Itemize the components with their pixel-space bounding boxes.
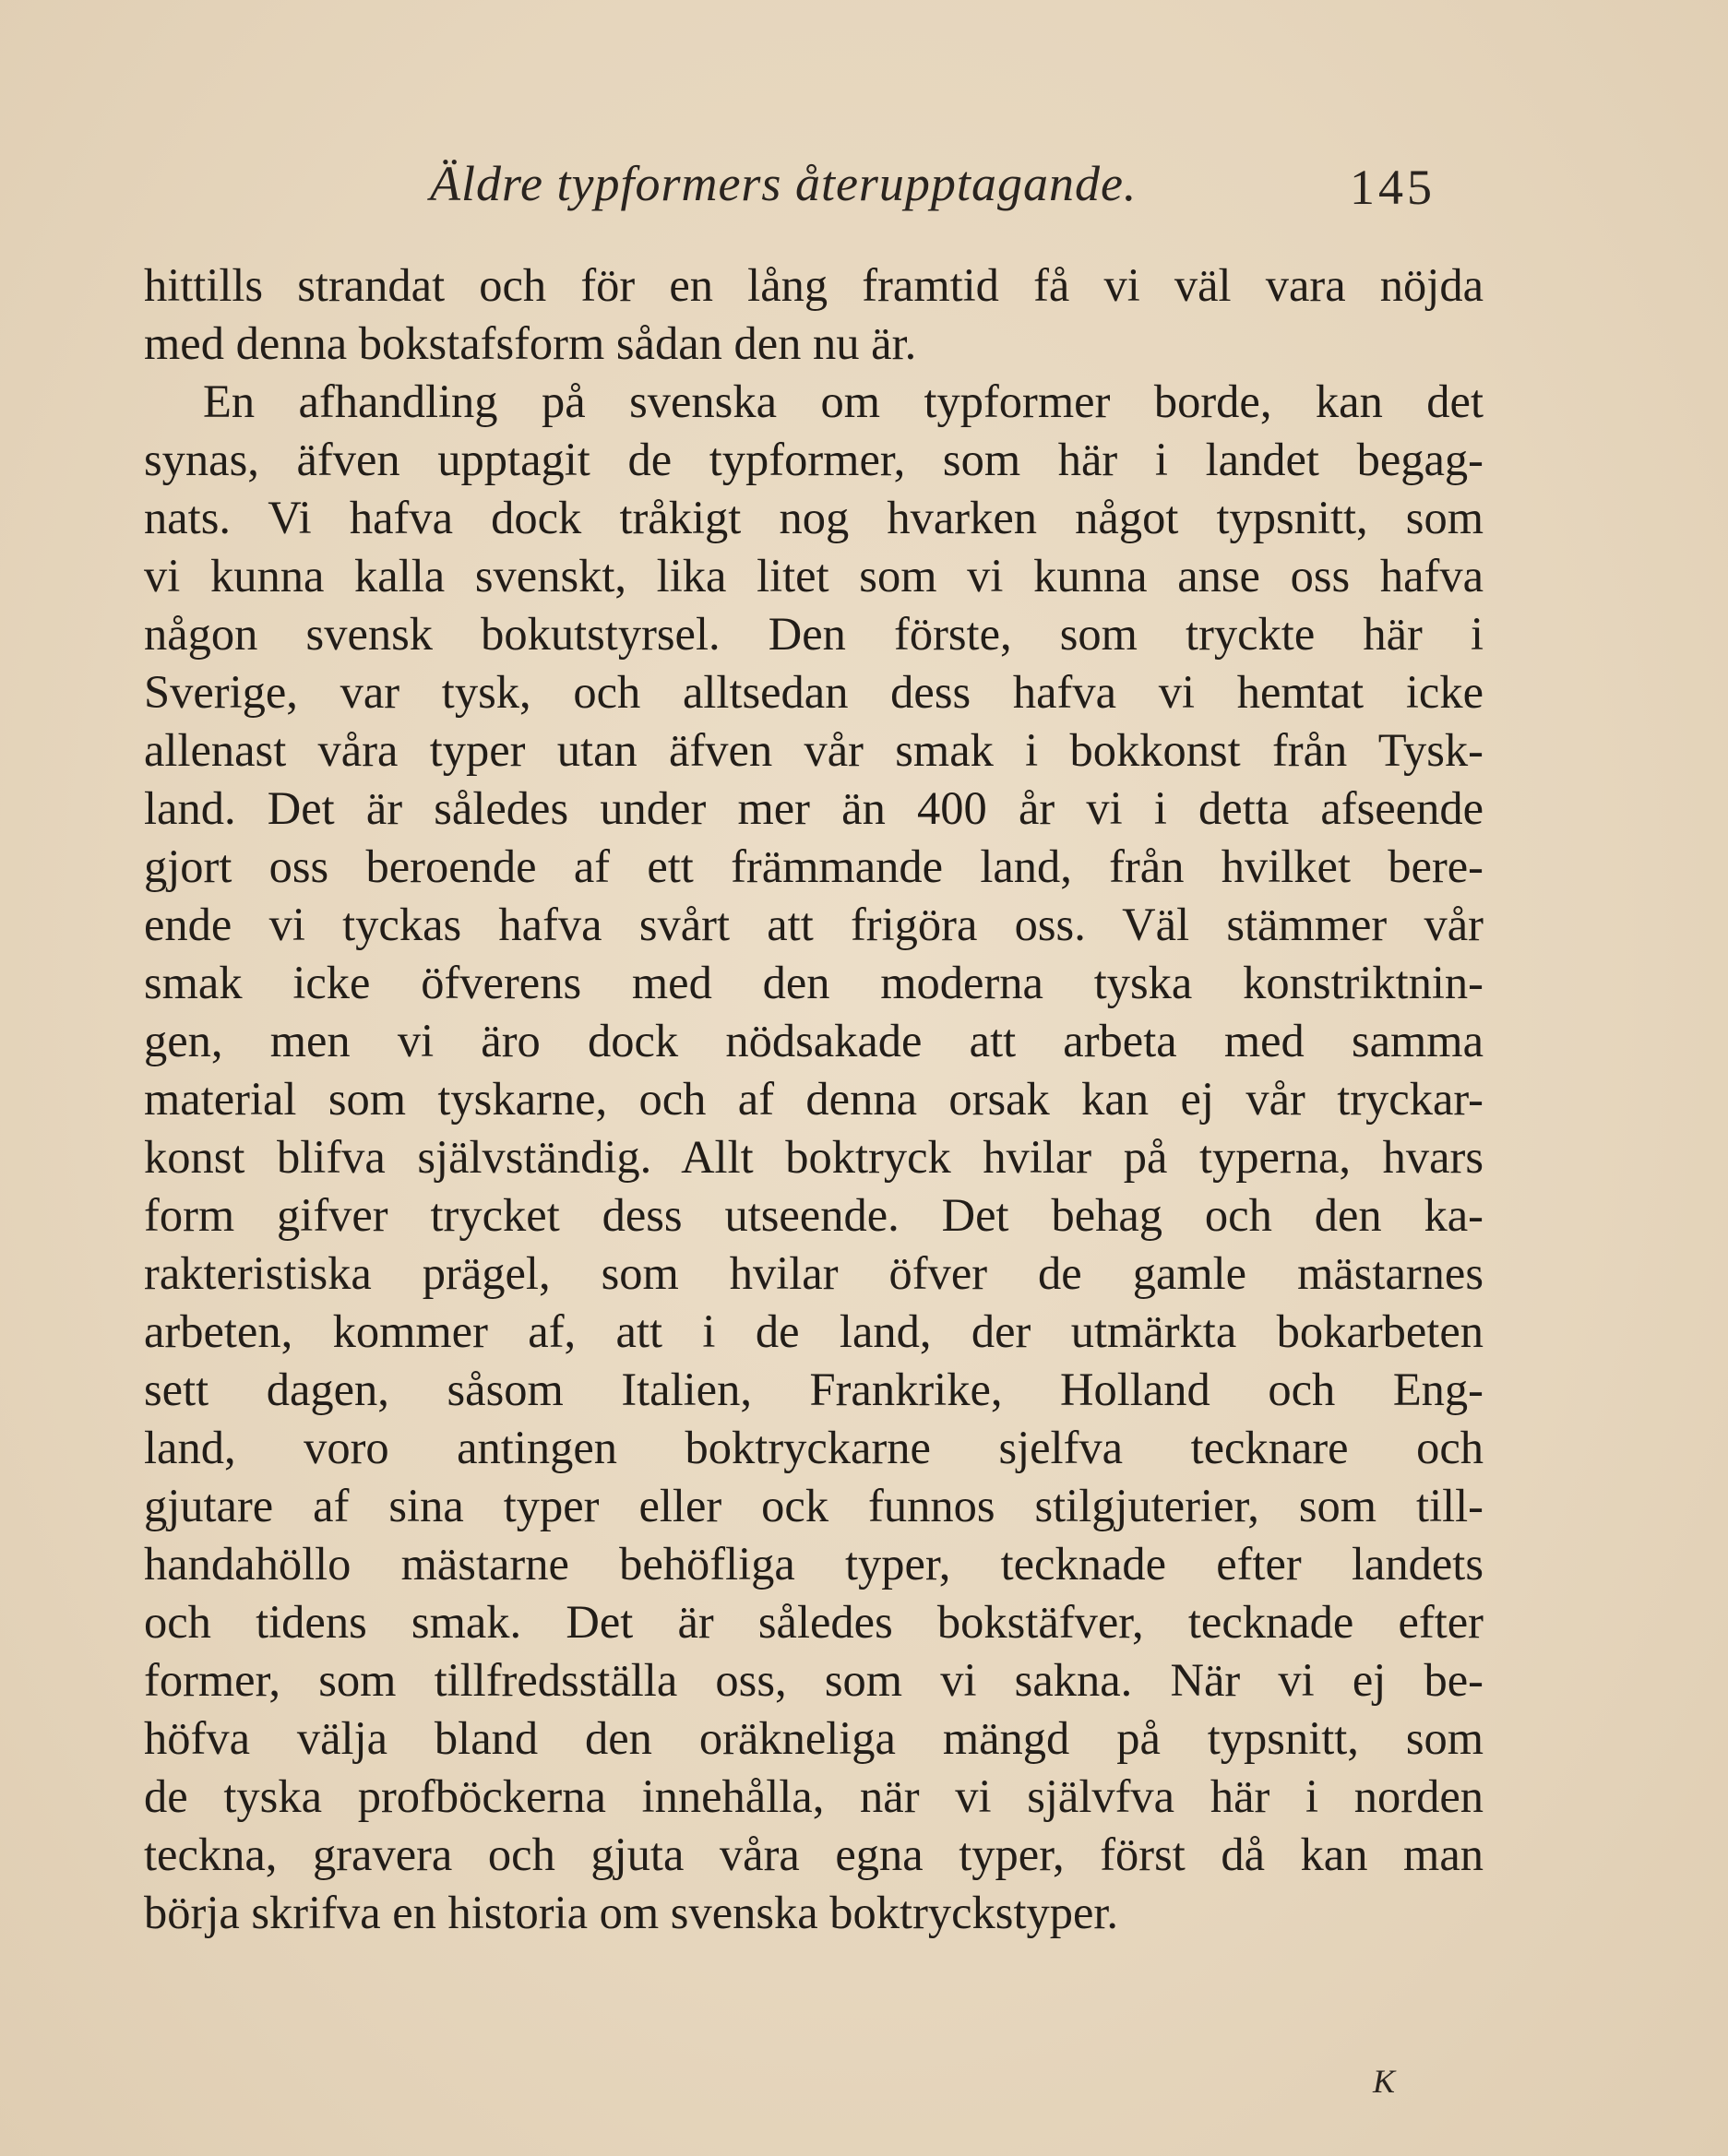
- text-line: sett dagen, såsom Italien, Frankrike, Holland och Eng-: [144, 1364, 1484, 1415]
- text-line: någon svensk bokutstyrsel. Den förste, som tryckte här i: [144, 608, 1484, 660]
- text-line: En afhandling på svenska om typformer borde, kan det: [203, 375, 1484, 427]
- signature-mark: K: [1373, 2063, 1396, 2100]
- text-line: arbeten, kommer af, att i de land, der utmärkta bokarbeten: [144, 1305, 1484, 1357]
- text-line: synas, äfven upptagit de typformer, som här i landet begag-: [144, 434, 1484, 485]
- text-line: de tyska profböckerna innehålla, när vi självfva här i norden: [144, 1770, 1484, 1822]
- text-line: gjutare af sina typer eller ock funnos stilgjuterier, som till-: [144, 1480, 1484, 1531]
- text-line: land. Det är således under mer än 400 år vi i detta afseende: [144, 782, 1484, 834]
- text-line: konst blifva självständig. Allt boktryck hvilar på typerna, hvars: [144, 1131, 1484, 1183]
- text-line: med denna bokstafsform sådan den nu är.: [144, 317, 917, 369]
- text-line: land, voro antingen boktryckarne sjelfva tecknare och: [144, 1422, 1484, 1473]
- text-line: hittills strandat och för en lång framtid få vi väl vara nöjda: [144, 259, 1484, 311]
- running-head-title: Äldre typformers återupptagande.: [430, 156, 1138, 211]
- text-line: ende vi tyckas hafva svårt att frigöra oss. Väl stämmer vår: [144, 899, 1484, 950]
- text-line: Sverige, var tysk, och alltsedan dess hafva vi hemtat icke: [144, 666, 1484, 718]
- text-line: smak icke öfverens med den moderna tyska konstriktnin-: [144, 957, 1484, 1008]
- running-head: [144, 155, 1484, 220]
- text-line: nats. Vi hafva dock tråkigt nog hvarken något typsnitt, som: [144, 492, 1484, 543]
- text-line: och tidens smak. Det är således bokstäfver, tecknade efter: [144, 1596, 1484, 1648]
- text-line: former, som tillfredsställa oss, som vi sakna. När vi ej be-: [144, 1654, 1484, 1706]
- text-line: form gifver trycket dess utseende. Det behag och den ka-: [144, 1189, 1484, 1241]
- text-line: handahöllo mästarne behöfliga typer, tecknade efter landets: [144, 1538, 1484, 1590]
- text-line: gjort oss beroende af ett främmande land, från hvilket bere-: [144, 840, 1484, 892]
- text-line: allenast våra typer utan äfven vår smak i bokkonst från Tysk-: [144, 724, 1484, 776]
- text-line: vi kunna kalla svenskt, lika litet som vi kunna anse oss hafva: [144, 550, 1484, 602]
- text-line: börja skrifva en historia om svenska boktryckstyper.: [144, 1887, 1119, 1938]
- text-line: höfva välja bland den oräkneliga mängd på typsnitt, som: [144, 1712, 1484, 1764]
- page-number: 145: [1350, 160, 1436, 215]
- text-line: material som tyskarne, och af denna orsak kan ej vår tryckar-: [144, 1073, 1484, 1125]
- text-line: gen, men vi äro dock nödsakade att arbeta med samma: [144, 1015, 1484, 1066]
- body-text: [144, 256, 1484, 1942]
- text-line: teckna, gravera och gjuta våra egna typer, först då kan man: [144, 1828, 1484, 1880]
- text-line: rakteristiska prägel, som hvilar öfver de gamle mästarnes: [144, 1247, 1484, 1299]
